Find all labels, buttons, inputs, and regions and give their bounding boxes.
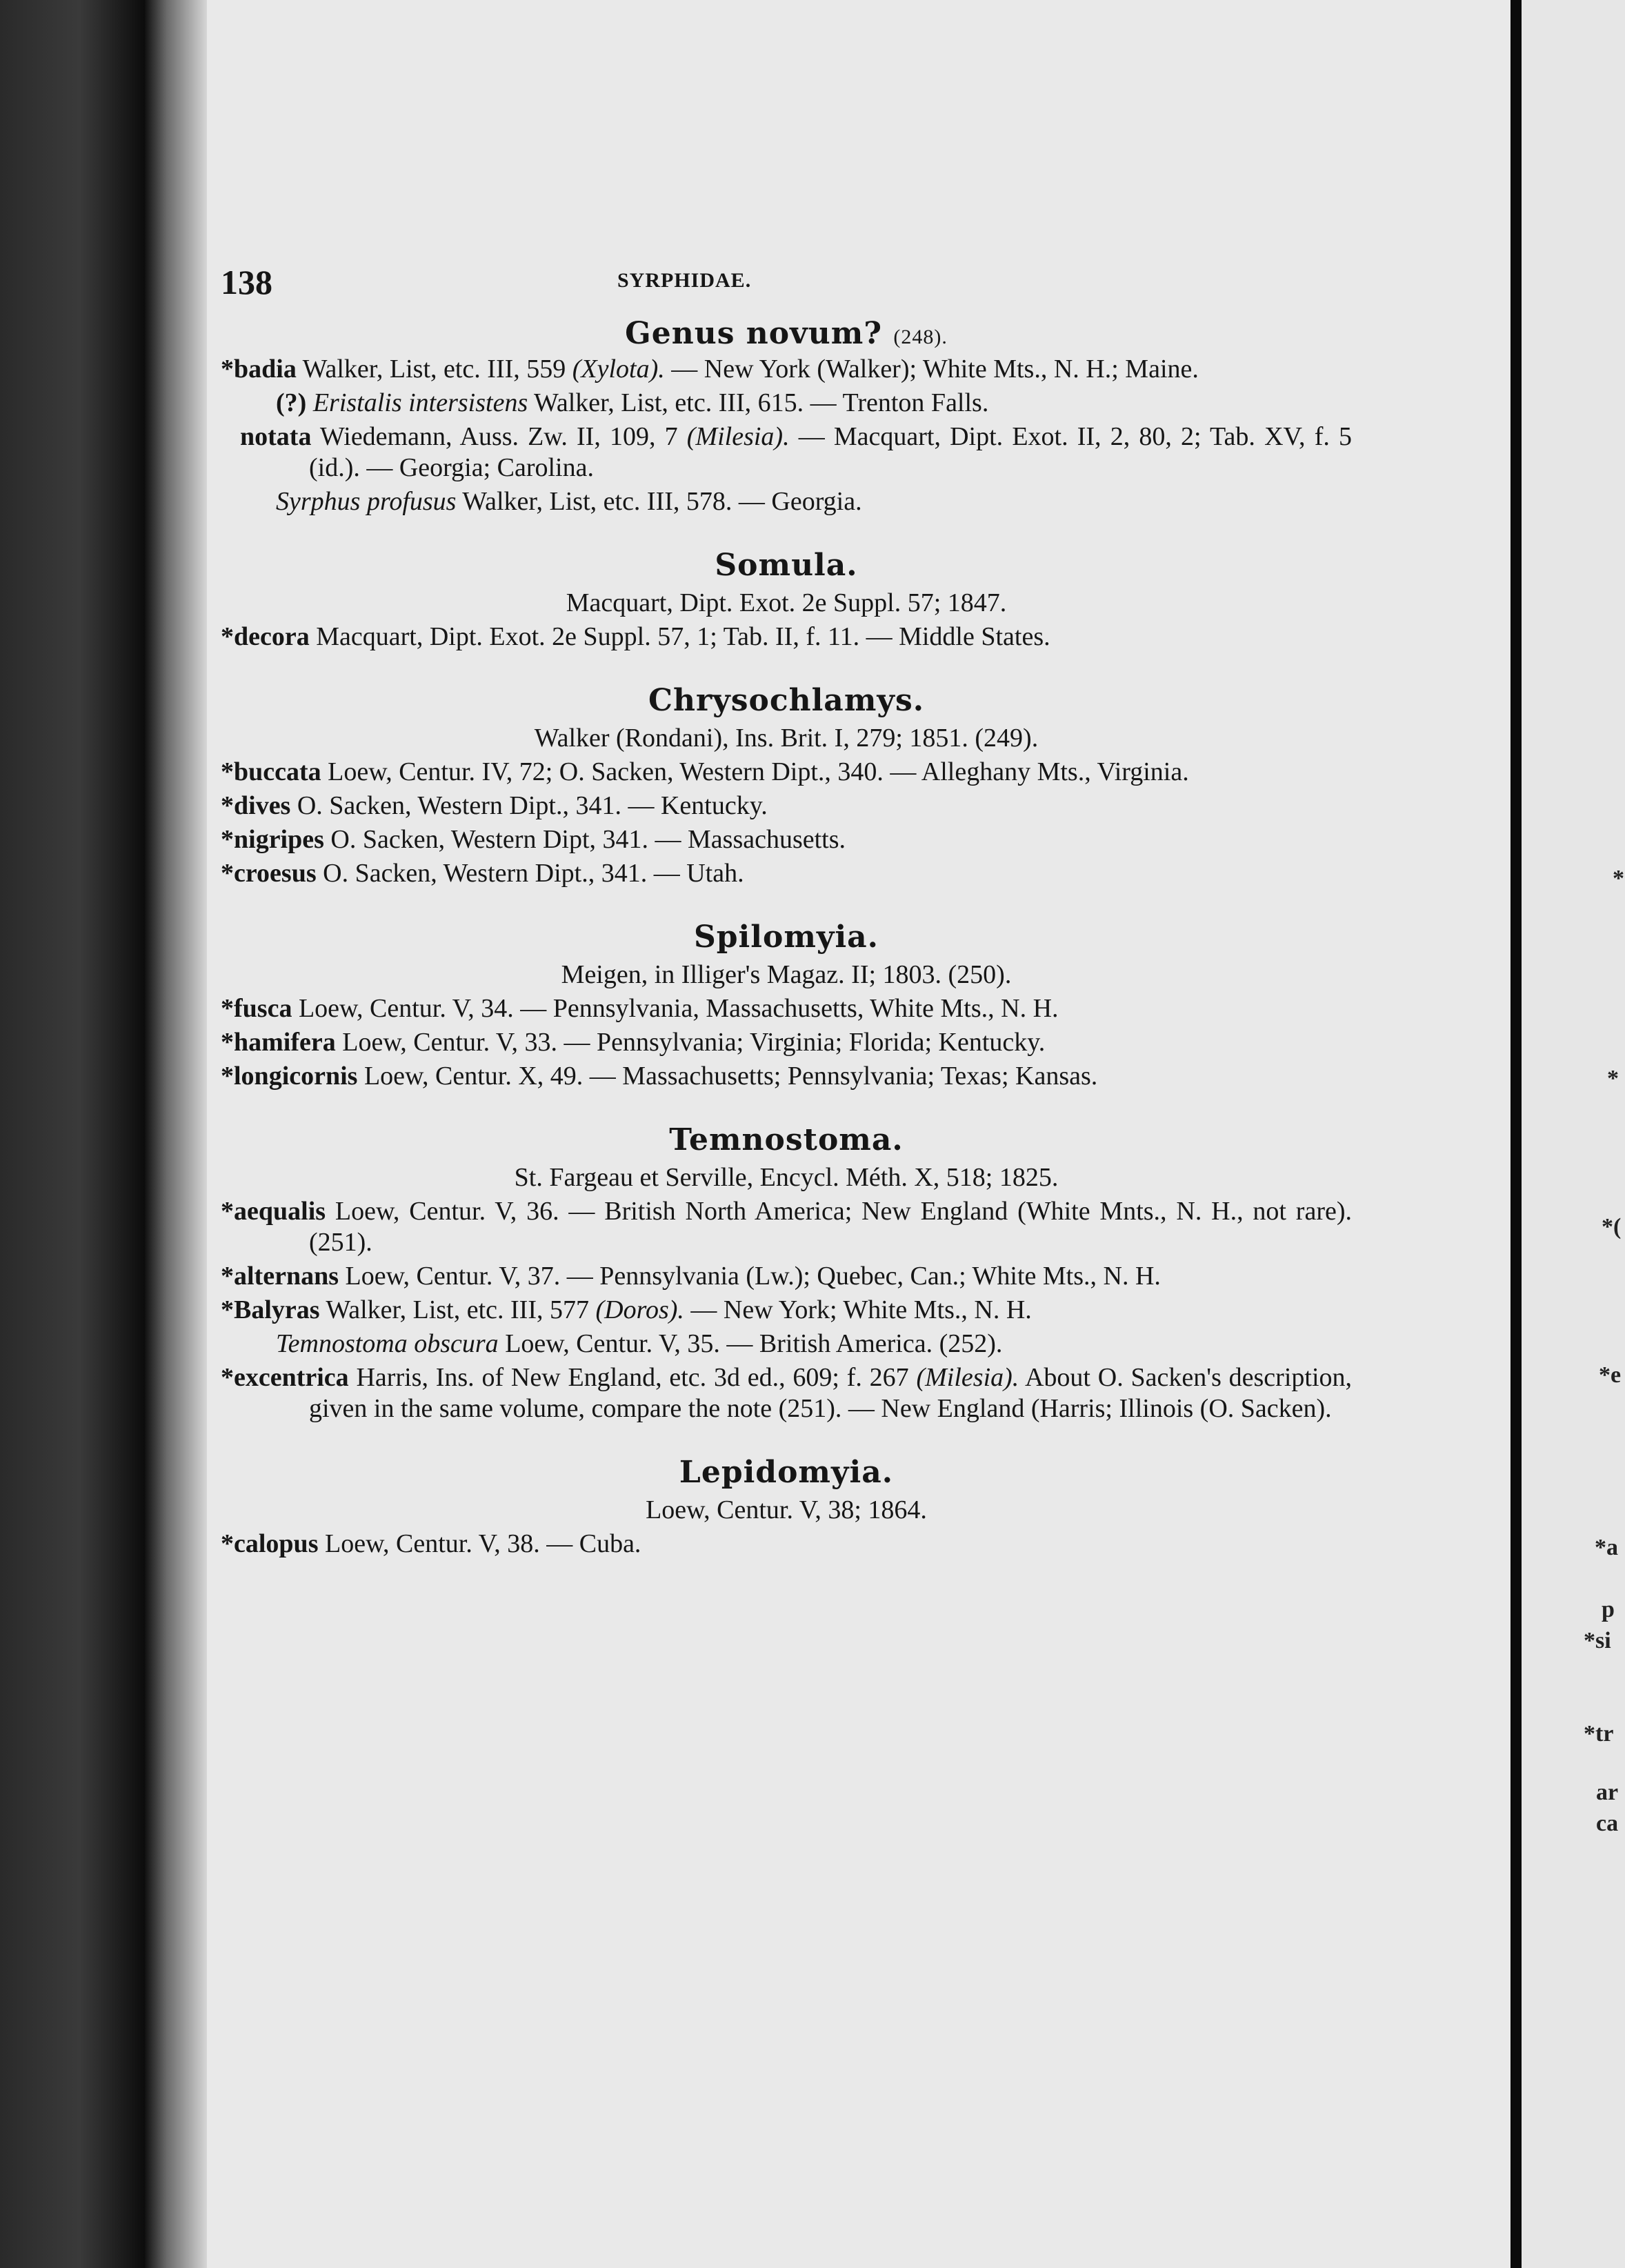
section-gap	[221, 889, 1352, 907]
entry-citation: O. Sacken, Western Dipt., 341. — Utah.	[316, 859, 744, 888]
page-content	[221, 262, 1352, 1560]
species-name: nigripes	[234, 825, 324, 854]
entry-italic: (Milesia).	[686, 422, 790, 451]
genus-heading	[221, 1455, 1352, 1490]
running-head	[221, 262, 1352, 304]
facing-page-fragment: *a	[1595, 1535, 1618, 1560]
entry-citation: O. Sacken, Western Dipt., 341. — Kentucky.	[290, 791, 768, 820]
entry-marker: *	[221, 1262, 234, 1291]
entry-locality: Loew, Centur. V, 35. — British America. (252).	[498, 1329, 1003, 1358]
genus-name: Spilomyia.	[694, 919, 879, 955]
entry-marker: *	[221, 791, 234, 820]
species-name: dives	[234, 791, 291, 820]
genus-heading	[221, 316, 1352, 351]
genus-authority: Meigen, in Illiger's Magaz. II; 1803. (250).	[561, 960, 1012, 989]
entry-locality: About O. Sacken's description, given in the same volume, compare the note (251). — New England (Harris; Illinois (O. Sacken).	[309, 1363, 1352, 1423]
species-entry	[221, 1196, 1352, 1258]
genus-name: Somula.	[715, 548, 858, 583]
entry-marker: *	[221, 1197, 234, 1226]
facing-page-fragment: *e	[1599, 1362, 1622, 1388]
genus-name: Temnostoma.	[669, 1122, 904, 1157]
entry-italic: (Xylota).	[572, 355, 665, 384]
entry-marker: *	[221, 622, 234, 651]
page-number: 138	[221, 263, 272, 301]
entry-locality: — New York (Walker); White Mts., N. H.; Maine.	[664, 355, 1199, 384]
species-name: alternans	[234, 1262, 339, 1291]
species-name: hamifera	[234, 1028, 336, 1057]
genus-authority: Loew, Centur. V, 38; 1864.	[646, 1495, 927, 1524]
entry-citation: Loew, Centur. V, 33. — Pennsylvania; Virginia; Florida; Kentucky.	[335, 1028, 1046, 1057]
entry-locality: — New York; White Mts., N. H.	[684, 1295, 1032, 1324]
entry-marker: *	[221, 757, 234, 786]
entry-marker: *	[221, 1028, 234, 1057]
entry-italic: Syrphus profusus	[276, 487, 457, 516]
species-entry	[221, 993, 1352, 1024]
facing-page-edge	[1511, 0, 1625, 2268]
species-name: excentrica	[234, 1363, 349, 1392]
running-title: SYRPHIDAE.	[617, 269, 752, 292]
species-entry	[221, 858, 1352, 889]
species-entry	[221, 388, 1352, 419]
facing-page-fragment: ar	[1596, 1780, 1619, 1805]
facing-page-fragment: *	[1607, 1066, 1619, 1091]
entry-italic: Temnostoma obscura	[276, 1329, 499, 1358]
species-entry	[221, 1261, 1352, 1292]
entry-marker: *	[221, 994, 234, 1023]
entry-citation: Walker, List, etc. III, 559	[296, 355, 572, 384]
genus-name: Genus novum?	[625, 316, 894, 351]
species-entry	[221, 1295, 1352, 1326]
species-name: Balyras	[234, 1295, 320, 1324]
entry-locality: — Macquart, Dipt. Exot. II, 2, 80, 2; Tab. XV, f. 5 (id.). — Georgia; Carolina.	[309, 422, 1353, 482]
entry-citation: O. Sacken, Western Dipt, 341. — Massachusetts.	[323, 825, 846, 854]
species-name: notata	[240, 422, 312, 451]
species-name: fusca	[234, 994, 292, 1023]
section-gap	[221, 653, 1352, 670]
species-entry	[221, 1362, 1352, 1424]
genera-list	[221, 316, 1352, 1560]
entry-citation: Walker, List, etc. III, 577	[319, 1295, 596, 1324]
entry-marker: *	[221, 1529, 234, 1558]
entry-citation: Loew, Centur. V, 36. — British North America; New England (White Mnts., N. H., not rare). (251).	[309, 1197, 1352, 1257]
entry-citation: Loew, Centur. IV, 72; O. Sacken, Western Dipt., 340. — Alleghany Mts., Virginia.	[321, 757, 1189, 786]
genus-note-ref: (248).	[893, 326, 948, 348]
entry-locality: Walker, List, etc. III, 578. — Georgia.	[456, 487, 862, 516]
species-entry	[221, 486, 1352, 517]
facing-page-fragment: *	[1613, 866, 1624, 891]
entry-marker: (?)	[276, 388, 313, 417]
entry-marker: *	[221, 859, 234, 888]
entry-italic: (Doros).	[595, 1295, 684, 1324]
species-name: buccata	[234, 757, 321, 786]
species-entry	[221, 824, 1352, 855]
scan-edge-left	[0, 0, 145, 2268]
genus-authority: Macquart, Dipt. Exot. 2e Suppl. 57; 1847.	[566, 588, 1007, 617]
facing-page-fragment: p	[1602, 1597, 1615, 1622]
entry-citation: Loew, Centur. X, 49. — Massachusetts; Pennsylvania; Texas; Kansas.	[357, 1062, 1098, 1091]
species-entry	[221, 621, 1352, 653]
species-name: aequalis	[234, 1197, 326, 1226]
entry-citation: Harris, Ins. of New England, etc. 3d ed., 609; f. 267	[348, 1363, 917, 1392]
section-gap	[221, 1092, 1352, 1110]
page-gutter-shadow	[145, 0, 207, 2268]
genus-heading	[221, 1122, 1352, 1157]
species-entry	[221, 757, 1352, 788]
species-name: badia	[234, 355, 297, 384]
section-gap	[221, 517, 1352, 535]
species-entry	[221, 1529, 1352, 1560]
species-name: calopus	[234, 1529, 319, 1558]
entry-citation: Loew, Centur. V, 37. — Pennsylvania (Lw.); Quebec, Can.; White Mts., N. H.	[339, 1262, 1161, 1291]
species-entry	[221, 354, 1352, 385]
species-entry	[221, 1027, 1352, 1058]
entry-marker: *	[221, 1295, 234, 1324]
entry-locality: Walker, List, etc. III, 615. — Trenton Falls.	[528, 388, 989, 417]
species-name: longicornis	[234, 1062, 358, 1091]
genus-authority: Walker (Rondani), Ins. Brit. I, 279; 1851. (249).	[534, 724, 1039, 753]
entry-marker: *	[221, 1062, 234, 1091]
genus-heading	[221, 683, 1352, 718]
entry-citation: Macquart, Dipt. Exot. 2e Suppl. 57, 1; Tab. II, f. 11. — Middle States.	[309, 622, 1050, 651]
genus-name: Lepidomyia.	[679, 1455, 894, 1490]
facing-page-fragment: *(	[1602, 1214, 1622, 1240]
species-name: decora	[234, 622, 310, 651]
species-entry	[221, 1061, 1352, 1092]
genus-heading	[221, 548, 1352, 583]
facing-page-fragment: ca	[1596, 1811, 1619, 1836]
genus-heading	[221, 919, 1352, 955]
entry-citation: Wiedemann, Auss. Zw. II, 109, 7	[311, 422, 687, 451]
genus-name: Chrysochlamys.	[648, 683, 925, 718]
species-entry	[221, 1329, 1352, 1360]
entry-citation: Loew, Centur. V, 34. — Pennsylvania, Massachusetts, White Mts., N. H.	[292, 994, 1059, 1023]
entry-italic: (Milesia).	[916, 1363, 1019, 1392]
entry-italic: Eristalis intersistens	[312, 388, 528, 417]
entry-marker: *	[221, 825, 234, 854]
species-entry	[221, 421, 1352, 484]
species-name: croesus	[234, 859, 317, 888]
entry-citation: Loew, Centur. V, 38. — Cuba.	[318, 1529, 641, 1558]
species-entry	[221, 790, 1352, 822]
section-gap	[221, 1424, 1352, 1442]
genus-authority: St. Fargeau et Serville, Encycl. Méth. X, 518; 1825.	[514, 1163, 1059, 1192]
facing-page-fragment: *si	[1584, 1628, 1611, 1653]
entry-marker: *	[221, 355, 234, 384]
facing-page-fragment: *tr	[1584, 1721, 1614, 1747]
entry-marker: *	[221, 1363, 234, 1392]
